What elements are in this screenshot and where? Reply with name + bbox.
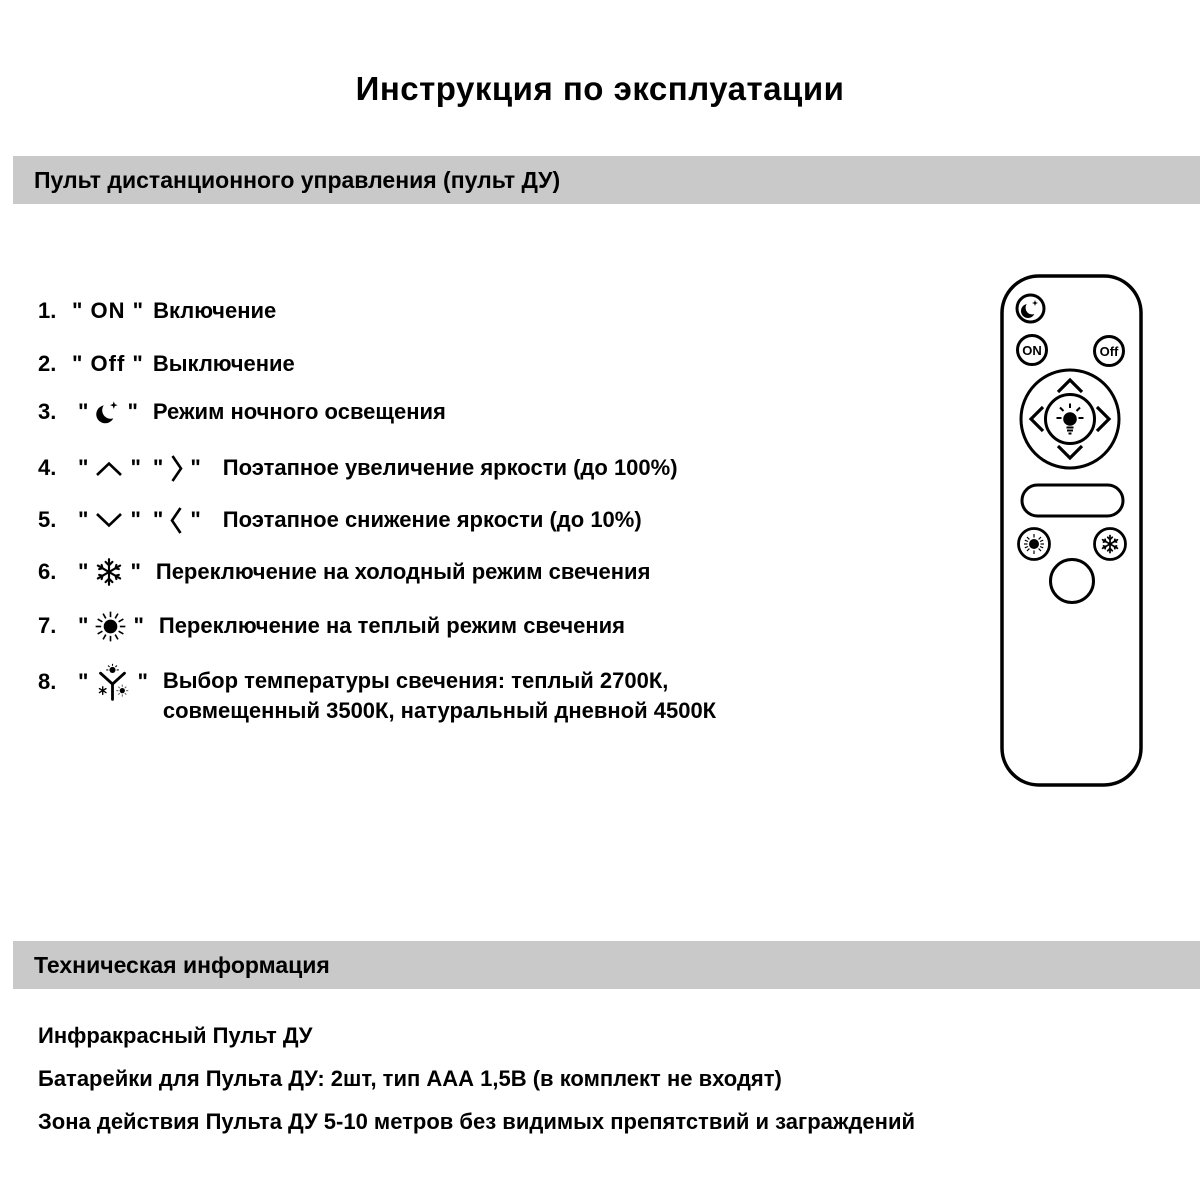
temp-select-icon [94,661,131,705]
remote-control-drawing [1000,274,1143,788]
quote-mark: " [78,455,89,480]
on-button-text: ON [1022,343,1042,358]
tech-info-line: Инфракрасный Пульт ДУ [38,1023,313,1048]
item-number: 1. [38,298,57,323]
item-number: 3. [38,399,57,424]
quote-mark: " [78,399,89,424]
section-heading: Пульт дистанционного управления (пульт ДУ) [34,166,561,193]
quote-mark: " [127,399,138,424]
item-number: 4. [38,455,57,480]
on-button-label: " ON " [72,298,145,323]
instruction-item-8 [38,661,716,726]
item-text: Поэтапное увеличение яркости (до 100%) [222,455,678,480]
chevron-right-icon [169,453,184,484]
item-text: Включение [153,298,277,323]
item-number: 5. [38,507,57,532]
instruction-item-2 [38,344,295,384]
section-banner-tech [13,941,1200,989]
pill-button [1022,485,1123,516]
item-text [163,666,716,726]
quote-mark: " [130,455,141,480]
chevron-up-icon [94,459,124,478]
warm-sun-icon [94,610,127,643]
chevron-left-icon [169,505,184,536]
off-button-label: " Off " [72,351,144,376]
item-text: Выключение [152,351,295,376]
item-text: Режим ночного освещения [152,399,446,424]
quote-mark: " [78,559,89,584]
item-number: 7. [38,613,57,638]
instruction-item-1 [38,291,276,331]
instruction-item-6 [38,552,650,592]
instruction-item-5 [38,500,642,540]
quote-mark: " [152,455,164,480]
quote-mark: " [137,669,148,694]
quote-mark: " [130,559,141,584]
quote-mark: " [78,507,89,532]
item-text-line2: совмещенный 3500К, натуральный дневной 4500К [162,698,717,723]
item-text-line1: Выбор температуры свечения: теплый 2700К, [162,668,669,693]
quote-mark: " [133,613,144,638]
item-text: Переключение на теплый режим свечения [158,613,626,638]
section-heading: Техническая информация [34,951,330,978]
quote-mark: " [78,669,89,694]
snowflake-icon [94,557,124,587]
item-number: 2. [38,351,57,376]
item-text: Поэтапное снижение яркости (до 10%) [222,507,642,532]
quote-mark: " [152,507,164,532]
instruction-item-4 [38,448,678,488]
instruction-item-7 [38,606,625,646]
section-banner-remote [13,156,1200,204]
item-number: 8. [38,669,57,694]
page-title: Инструкция по эксплуатации [355,70,845,107]
quote-mark: " [78,613,89,638]
instruction-item-3 [38,392,446,432]
item-number: 6. [38,559,57,584]
warm-sun-icon [1024,534,1044,554]
quote-mark: " [130,507,141,532]
tech-info-line: Батарейки для Пульта ДУ: 2шт, тип ААА 1,5В (в комплект не входят) [38,1066,782,1091]
chevron-down-icon [94,511,124,530]
tech-info-line: Зона действия Пульта ДУ 5-10 метров без видимых препятствий и заграждений [38,1109,916,1134]
quote-mark: " [190,455,201,480]
off-button-text: Off [1099,344,1119,359]
quote-mark: " [190,507,201,532]
moon-star-icon [94,399,121,426]
item-text: Переключение на холодный режим свечения [155,559,651,584]
